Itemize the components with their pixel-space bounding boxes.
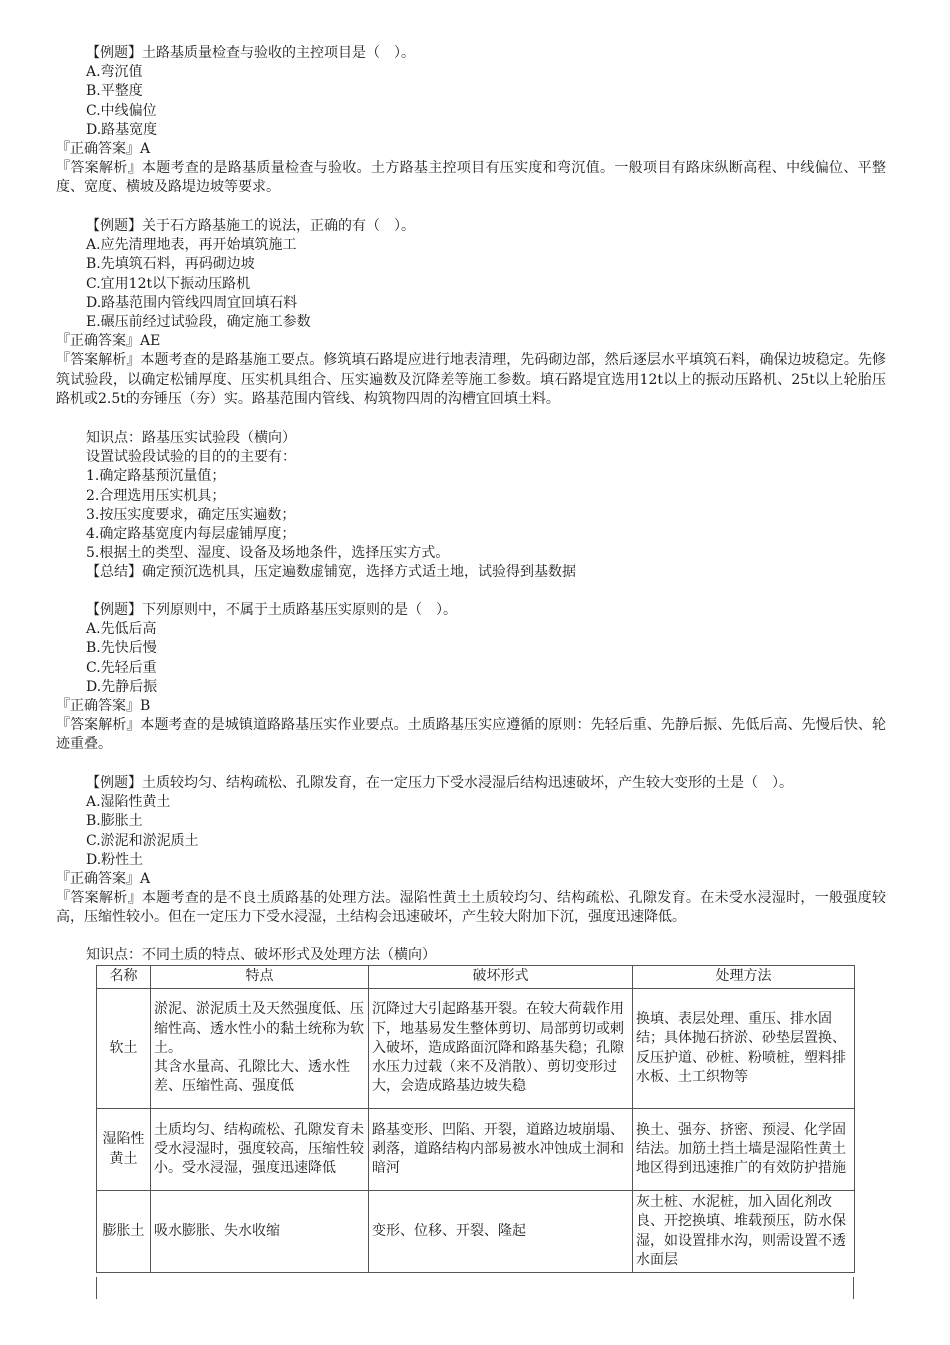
knowledge-point-2 <box>56 946 886 965</box>
question-2-option-b: B.先填筑石料，再码砌边坡 <box>86 256 255 273</box>
question-1-option-a: A.弯沉值 <box>86 64 143 81</box>
knowledge-1-item-1: 1.确定路基预沉量值； <box>86 468 226 485</box>
table-row <box>97 1191 855 1273</box>
table-row <box>97 1109 855 1191</box>
row-3-name: 膨胀土 <box>97 1191 151 1273</box>
header-treatment: 处理方法 <box>633 966 855 989</box>
question-2-option-e: E.碾压前经过试验段，确定施工参数 <box>86 313 311 330</box>
question-1-option-c: C.中线偏位 <box>86 102 157 119</box>
question-3-analysis: 『答案解析』本题考查的是城镇道路路基压实作业要点。土质路基压实应遵循的原则：先轻后重、先静后振、先低后高、先慢后快、轮迹重叠。 <box>56 717 886 753</box>
question-3-option-d: D.先静后振 <box>86 678 158 695</box>
knowledge-1-item-5: 5.根据土的类型、湿度、设备及场地条件，选择压实方式。 <box>86 545 450 562</box>
row-1-name: 软土 <box>97 989 151 1109</box>
row-3-treatment: 灰土桩、水泥桩，加入固化剂改良、开挖换填、堆载预压，防水保湿，如设置排水沟，则需设置不透水面层 <box>633 1191 855 1273</box>
table-continuation <box>96 1277 854 1299</box>
question-4-option-a: A.湿陷性黄土 <box>86 794 171 811</box>
question-2 <box>56 217 886 409</box>
question-2-stem: 【例题】关于石方路基施工的说法，正确的有（ ）。 <box>86 218 415 234</box>
question-1 <box>56 44 886 198</box>
question-2-answer: 『正确答案』AE <box>56 333 161 350</box>
knowledge-point-1 <box>56 429 886 583</box>
question-2-option-c: C.宜用12t以下振动压路机 <box>86 275 251 292</box>
knowledge-1-intro: 设置试验段试验的目的的主要有： <box>86 449 296 466</box>
question-3-stem: 【例题】下列原则中，不属于土质路基压实原则的是（ ）。 <box>86 602 457 618</box>
question-1-option-d: D.路基宽度 <box>86 121 158 138</box>
knowledge-2-title: 知识点：不同土质的特点、破坏形式及处理方法（横向） <box>86 947 436 963</box>
knowledge-1-item-2: 2.合理选用压实机具； <box>86 487 226 504</box>
row-2-feature: 土质均匀、结构疏松、孔隙发育未受水浸湿时，强度较高，压缩性较小。受水浸湿，强度迅速降低 <box>151 1109 369 1191</box>
knowledge-1-summary: 【总结】确定预沉选机具，压定遍数虚铺宽，选择方式适土地，试验得到基数据 <box>86 564 576 581</box>
knowledge-1-item-3: 3.按压实度要求，确定压实遍数； <box>86 506 296 523</box>
question-3-option-c: C.先轻后重 <box>86 659 157 676</box>
header-failure: 破坏形式 <box>369 966 633 989</box>
question-4 <box>56 774 886 928</box>
row-1-treatment: 换填、表层处理、重压、排水固结；具体抛石挤淤、砂垫层置换、反压护道、砂桩、粉喷桩，塑料排水板、土工织物等 <box>633 989 855 1109</box>
question-4-stem: 【例题】土质较均匀、结构疏松、孔隙发育，在一定压力下受水浸湿后结构迅速破坏，产生较大变形的土是（ ）。 <box>86 775 793 791</box>
row-2-treatment: 换土、强夯、挤密、预浸、化学固结法。加筋土挡土墙是湿陷性黄土地区得到迅速推广的有效防护措施 <box>633 1109 855 1191</box>
row-2-failure: 路基变形、凹陷、开裂，道路边坡崩塌、剥落，道路结构内部易被水冲蚀成土洞和暗河 <box>369 1109 633 1191</box>
question-1-stem: 【例题】土路基质量检查与验收的主控项目是（ ）。 <box>86 45 415 61</box>
row-1-feature: 淤泥、淤泥质土及天然强度低、压缩性高、透水性小的黏土统称为软土。 其含水量高、孔隙比大、透水性差、压缩性高、强度低 <box>151 989 369 1109</box>
row-3-feature: 吸水膨胀、失水收缩 <box>151 1191 369 1273</box>
question-1-answer: 『正确答案』A <box>56 140 151 157</box>
question-2-option-a: A.应先清理地表，再开始填筑施工 <box>86 237 297 254</box>
question-4-option-d: D.粉性土 <box>86 851 144 868</box>
soil-types-table <box>96 965 855 1273</box>
question-4-option-c: C.淤泥和淤泥质土 <box>86 832 199 849</box>
header-name: 名称 <box>97 966 151 989</box>
question-1-option-b: B.平整度 <box>86 83 143 100</box>
question-1-analysis: 『答案解析』本题考查的是路基质量检查与验收。土方路基主控项目有压实度和弯沉值。一般项目有路床纵断高程、中线偏位、平整度、宽度、横坡及路堤边坡等要求。 <box>56 160 886 196</box>
question-4-analysis: 『答案解析』本题考查的是不良土质路基的处理方法。湿陷性黄土土质较均匀、结构疏松、孔隙发育。在未受水浸湿时，一般强度较高，压缩性较小。但在一定压力下受水浸湿，土结构会迅速破坏，产生较大附加下沉，强度迅速降低。 <box>56 890 886 926</box>
header-feature: 特点 <box>151 966 369 989</box>
table-header-row <box>97 966 855 989</box>
table-row <box>97 989 855 1109</box>
question-4-answer: 『正确答案』A <box>56 870 151 887</box>
knowledge-1-title: 知识点：路基压实试验段（横向） <box>86 430 296 446</box>
knowledge-1-item-4: 4.确定路基宽度内每层虚铺厚度； <box>86 525 296 542</box>
question-2-analysis: 『答案解析』本题考查的是路基施工要点。修筑填石路堤应进行地表清理，先码砌边部，然后逐层水平填筑石料，确保边坡稳定。先修筑试验段，以确定松铺厚度、压实机具组合、压实遍数及沉降差等施工参数。填石路堤宜选用12t以上的振动压路机、25t以上轮胎压路机或2.5t的夯锤压（夯）实。路基范围内管线、构筑物四周的沟槽宜回填土料。 <box>56 352 886 407</box>
question-2-option-d: D.路基范围内管线四周宜回填石料 <box>86 294 298 311</box>
row-3-failure: 变形、位移、开裂、隆起 <box>369 1191 633 1273</box>
question-3-option-a: A.先低后高 <box>86 621 157 638</box>
row-2-name: 湿陷性黄土 <box>97 1109 151 1191</box>
question-3 <box>56 601 886 755</box>
row-1-failure: 沉降过大引起路基开裂。在较大荷载作用下，地基易发生整体剪切、局部剪切或剌入破坏，造成路面沉降和路基失稳；孔隙水压力过载（来不及消散）、剪切变形过大，会造成路基边坡失稳 <box>369 989 633 1109</box>
question-4-option-b: B.膨胀土 <box>86 813 143 830</box>
question-3-answer: 『正确答案』B <box>56 697 151 714</box>
question-3-option-b: B.先快后慢 <box>86 640 157 657</box>
